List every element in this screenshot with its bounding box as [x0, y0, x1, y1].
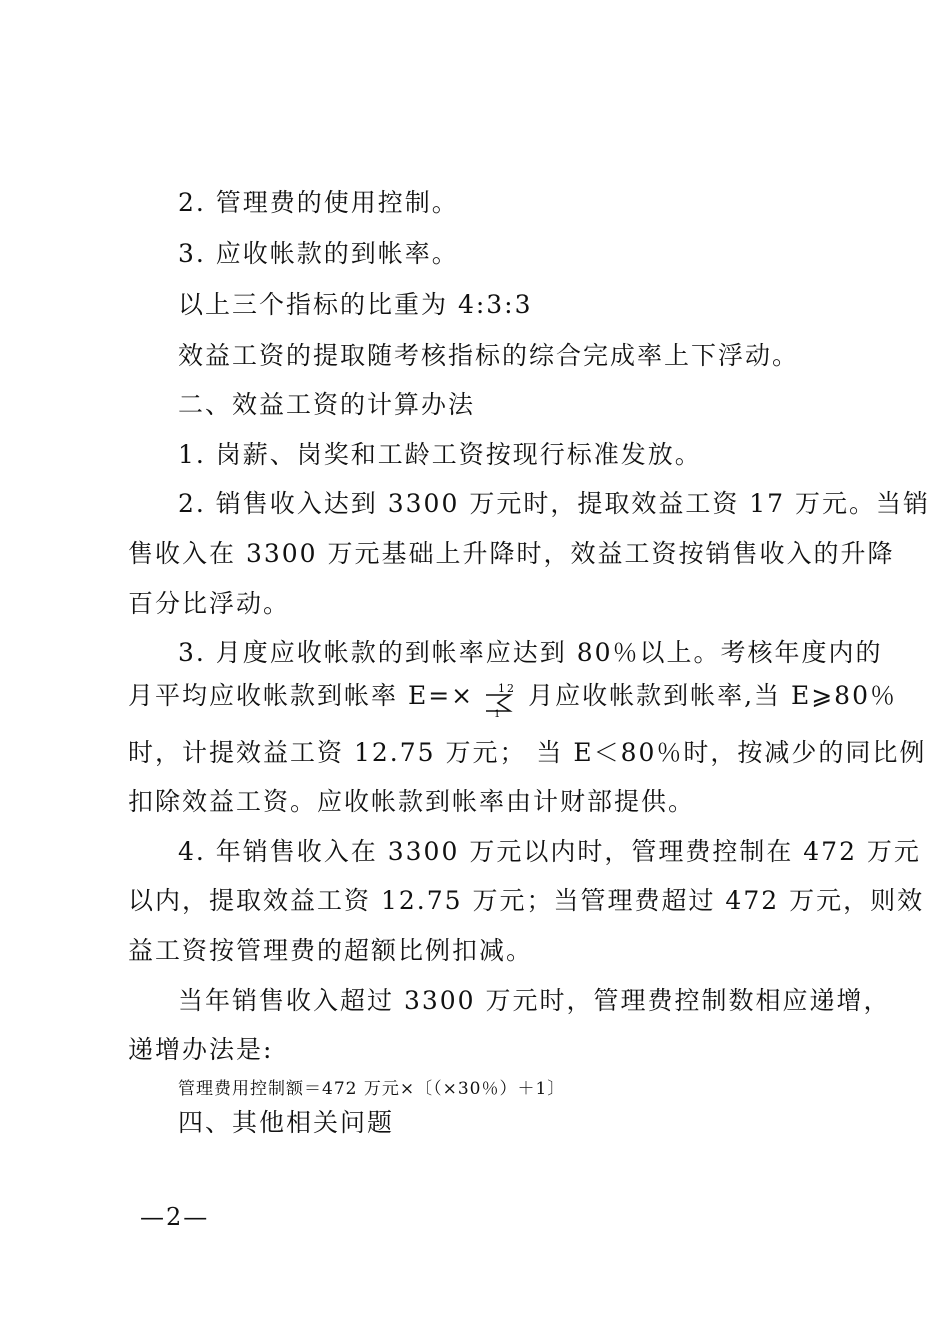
text-line-2: 3. 应收帐款的到帐率。 — [178, 239, 459, 268]
text-line-14: 以内，提取效益工资 12.75 万元；当管理费超过 472 万元，则效 — [128, 886, 925, 915]
text-line-11: 时，计提效益工资 12.75 万元； 当 E＜80％时，按减少的同比例 — [128, 738, 927, 767]
text-line-16: 当年销售收入超过 3300 万元时，管理费控制数相应递增， — [178, 986, 891, 1015]
formula-prefix: 月平均应收帐款到帐率 E=× — [128, 681, 475, 710]
text-line-9: 百分比浮动。 — [128, 589, 291, 618]
sigma-upper: 12 — [498, 681, 517, 695]
text-line-4: 效益工资的提取随考核指标的综合完成率上下浮动。 — [178, 341, 800, 370]
formula-line — [128, 680, 897, 715]
sigma-symbol — [480, 681, 522, 715]
sigma-lower: 1 — [494, 708, 503, 717]
text-line-15: 益工资按管理费的超额比例扣减。 — [128, 936, 534, 965]
text-line-7: 2. 销售收入达到 3300 万元时，提取效益工资 17 万元。当销 — [178, 489, 931, 518]
small-formula: 管理费用控制额＝472 万元×〔（×30％）＋1〕 — [178, 1079, 566, 1099]
text-line-1: 2. 管理费的使用控制。 — [178, 188, 459, 217]
page-number: —2— — [140, 1203, 210, 1231]
text-line-13: 4. 年销售收入在 3300 万元以内时，管理费控制在 472 万元 — [178, 837, 921, 866]
text-line-8: 售收入在 3300 万元基础上升降时，效益工资按销售收入的升降 — [128, 539, 895, 568]
text-line-6: 1. 岗薪、岗奖和工龄工资按现行标准发放。 — [178, 440, 702, 469]
text-line-17: 递增办法是: — [128, 1035, 274, 1064]
text-line-3: 以上三个指标的比重为 4:3:3 — [178, 290, 533, 319]
text-line-10: 3. 月度应收帐款的到帐率应达到 80％以上。考核年度内的 — [178, 638, 883, 667]
section-heading-2: 二、效益工资的计算办法 — [178, 390, 476, 419]
section-heading-4: 四、其他相关问题 — [178, 1108, 395, 1137]
text-line-12: 扣除效益工资。应收帐款到帐率由计财部提供。 — [128, 787, 696, 816]
formula-suffix: 月应收帐款到帐率,当 E⩾80％ — [528, 681, 897, 710]
